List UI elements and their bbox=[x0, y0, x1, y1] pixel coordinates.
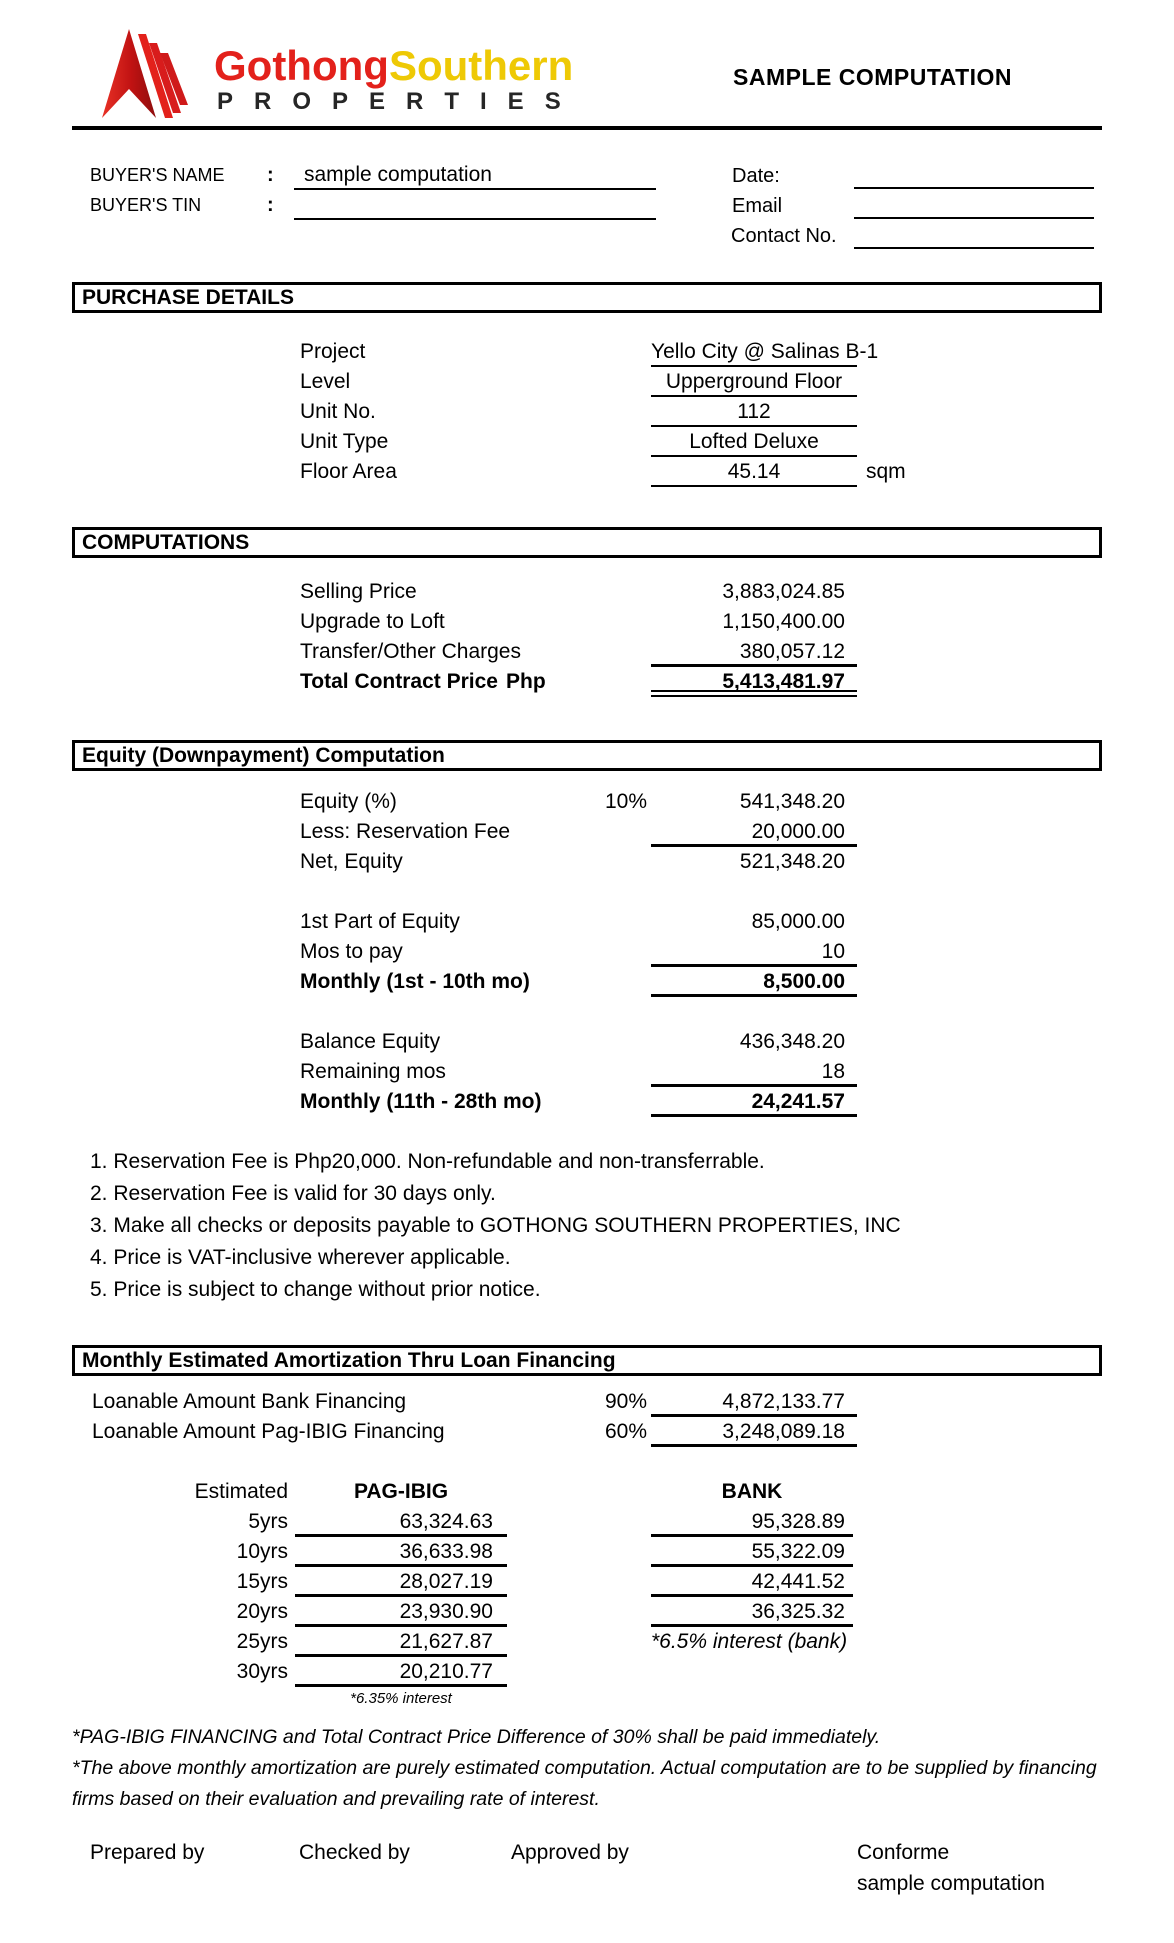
currency-label: Php bbox=[506, 670, 546, 693]
document-title: SAMPLE COMPUTATION bbox=[733, 64, 1013, 90]
pagibig-value: 20,210.77 bbox=[295, 1658, 507, 1687]
email-label: Email bbox=[732, 195, 783, 217]
row-value: 436,348.20 bbox=[739, 1030, 845, 1053]
row-label: Selling Price bbox=[300, 580, 417, 603]
computations-rows bbox=[0, 577, 1174, 697]
footnote-2: *The above monthly amortization are purely estimated computation. Actual computation are to be supplied by financing bbox=[72, 1757, 1097, 1779]
row-label: Total Contract Price bbox=[300, 670, 498, 693]
years-label: 15yrs bbox=[236, 1570, 288, 1593]
loanable-pagibig-row bbox=[0, 1417, 1174, 1447]
section-purchase-details: PURCHASE DETAILS bbox=[72, 282, 1102, 313]
equity-row-remaining-mos bbox=[0, 1057, 1174, 1087]
amortization-row-25yrs bbox=[0, 1627, 1174, 1657]
email-field bbox=[854, 189, 1094, 219]
row-value: 45.14 bbox=[651, 458, 857, 487]
row-value: 10 bbox=[651, 938, 857, 967]
row-value: 3,883,024.85 bbox=[722, 580, 845, 603]
equity-percent: 10% bbox=[604, 790, 647, 813]
amortization-row-15yrs bbox=[0, 1567, 1174, 1597]
years-label: 30yrs bbox=[236, 1660, 288, 1683]
buyers-tin-label: BUYER'S TIN bbox=[90, 195, 202, 215]
buyers-name-label: BUYER'S NAME bbox=[90, 165, 225, 185]
equity-group-1 bbox=[0, 787, 1174, 877]
buyers-tin-colon: : bbox=[267, 194, 274, 216]
row-value: 541,348.20 bbox=[739, 790, 845, 813]
reservation-notes bbox=[90, 1146, 901, 1306]
years-label: 25yrs bbox=[236, 1630, 288, 1653]
amortization-table bbox=[0, 1477, 1174, 1687]
floor-area-unit: sqm bbox=[866, 460, 906, 483]
column-header-bank: BANK bbox=[721, 1480, 783, 1503]
loanable-rows bbox=[0, 1387, 1174, 1447]
equity-row-first-part bbox=[0, 907, 1174, 937]
pagibig-value: 63,324.63 bbox=[295, 1508, 507, 1537]
row-label: 1st Part of Equity bbox=[300, 910, 460, 933]
purchase-row-level bbox=[0, 367, 1174, 397]
purchase-row-unit-type bbox=[0, 427, 1174, 457]
bank-value: 55,322.09 bbox=[651, 1538, 853, 1567]
years-label: 20yrs bbox=[236, 1600, 288, 1623]
gothong-southern-logo-icon bbox=[92, 26, 227, 126]
buyers-tin-field bbox=[294, 190, 656, 220]
pagibig-interest-note: *6.35% interest bbox=[350, 1690, 452, 1707]
footnote-3: firms based on their evaluation and prevailing rate of interest. bbox=[72, 1788, 600, 1810]
row-value: 24,241.57 bbox=[651, 1088, 857, 1117]
amortization-row-30yrs bbox=[0, 1657, 1174, 1687]
note-1: 1. Reservation Fee is Php20,000. Non-refundable and non-transferrable. bbox=[90, 1150, 765, 1173]
row-value: 521,348.20 bbox=[739, 850, 845, 873]
logo-text-gothong: Gothong bbox=[214, 42, 389, 89]
bank-value: 95,328.89 bbox=[651, 1508, 853, 1537]
equity-group-3 bbox=[0, 1027, 1174, 1117]
section-amortization: Monthly Estimated Amortization Thru Loan Financing bbox=[72, 1345, 1102, 1376]
computation-row-total-contract-price bbox=[0, 667, 1174, 697]
logo-wordmark bbox=[214, 42, 573, 90]
row-value: 1,150,400.00 bbox=[722, 610, 845, 633]
years-label: 5yrs bbox=[248, 1510, 288, 1533]
bank-value: 42,441.52 bbox=[651, 1568, 853, 1597]
column-header-pagibig: PAG-IBIG bbox=[353, 1480, 449, 1503]
loanable-bank-row bbox=[0, 1387, 1174, 1417]
row-label: Level bbox=[300, 370, 351, 393]
row-label: Unit No. bbox=[300, 400, 376, 423]
row-label: Monthly (11th - 28th mo) bbox=[300, 1090, 542, 1113]
contact-no-label: Contact No. bbox=[731, 225, 837, 247]
buyers-name-colon: : bbox=[267, 164, 274, 186]
row-label: Floor Area bbox=[300, 460, 397, 483]
equity-row-reservation-fee bbox=[0, 817, 1174, 847]
pagibig-value: 21,627.87 bbox=[295, 1628, 507, 1657]
row-value: 8,500.00 bbox=[651, 968, 857, 997]
row-label: Upgrade to Loft bbox=[300, 610, 445, 633]
row-value: 4,872,133.77 bbox=[651, 1388, 857, 1417]
row-label: Less: Reservation Fee bbox=[300, 820, 511, 843]
row-value: 85,000.00 bbox=[751, 910, 845, 933]
row-label: Balance Equity bbox=[300, 1030, 441, 1053]
computation-row-selling-price bbox=[0, 577, 1174, 607]
row-label: Transfer/Other Charges bbox=[300, 640, 521, 663]
computation-row-upgrade-loft bbox=[0, 607, 1174, 637]
row-label: Mos to pay bbox=[300, 940, 403, 963]
prepared-by-label: Prepared by bbox=[90, 1841, 205, 1864]
row-value: Lofted Deluxe bbox=[651, 428, 857, 457]
date-label: Date: bbox=[732, 165, 780, 187]
contact-no-field bbox=[854, 219, 1094, 249]
row-label: Remaining mos bbox=[300, 1060, 446, 1083]
note-5: 5. Price is subject to change without prior notice. bbox=[90, 1278, 541, 1301]
purchase-details-rows bbox=[0, 337, 1174, 487]
equity-group-2 bbox=[0, 907, 1174, 997]
date-field bbox=[854, 159, 1094, 189]
note-2: 2. Reservation Fee is valid for 30 days only. bbox=[90, 1182, 496, 1205]
pagibig-value: 36,633.98 bbox=[295, 1538, 507, 1567]
loanable-percent: 60% bbox=[604, 1420, 647, 1443]
row-label: Unit Type bbox=[300, 430, 389, 453]
row-value: Yello City @ Salinas B-1 bbox=[651, 338, 857, 367]
row-value: Upperground Floor bbox=[651, 368, 857, 397]
bank-value: 36,325.32 bbox=[651, 1598, 853, 1627]
pagibig-value: 28,027.19 bbox=[295, 1568, 507, 1597]
logo-text-southern: Southern bbox=[388, 42, 574, 89]
purchase-row-floor-area bbox=[0, 457, 1174, 487]
equity-row-mos-to-pay bbox=[0, 937, 1174, 967]
loanable-percent: 90% bbox=[604, 1390, 647, 1413]
checked-by-label: Checked by bbox=[299, 1841, 410, 1864]
row-value: 20,000.00 bbox=[651, 818, 857, 847]
purchase-row-project bbox=[0, 337, 1174, 367]
years-label: 10yrs bbox=[236, 1540, 288, 1563]
amortization-row-10yrs bbox=[0, 1537, 1174, 1567]
computation-row-transfer-charges bbox=[0, 637, 1174, 667]
equity-row-net-equity bbox=[0, 847, 1174, 877]
conforme-name: sample computation bbox=[857, 1872, 1045, 1895]
header-divider bbox=[72, 126, 1102, 130]
row-value: 380,057.12 bbox=[651, 638, 857, 667]
amortization-table-header bbox=[0, 1477, 1174, 1507]
row-label: Project bbox=[300, 340, 366, 363]
row-label: Monthly (1st - 10th mo) bbox=[300, 970, 530, 993]
footnote-1: *PAG-IBIG FINANCING and Total Contract Price Difference of 30% shall be paid immediately. bbox=[72, 1726, 881, 1748]
amortization-row-5yrs bbox=[0, 1507, 1174, 1537]
equity-row-monthly-1st-10th bbox=[0, 967, 1174, 997]
row-value: 3,248,089.18 bbox=[651, 1418, 857, 1447]
row-value: 18 bbox=[651, 1058, 857, 1087]
row-label: Loanable Amount Bank Financing bbox=[92, 1390, 407, 1413]
note-3: 3. Make all checks or deposits payable to GOTHONG SOUTHERN PROPERTIES, INC bbox=[90, 1214, 901, 1237]
equity-row-balance bbox=[0, 1027, 1174, 1057]
row-label: Equity (%) bbox=[300, 790, 397, 813]
note-4: 4. Price is VAT-inclusive wherever applicable. bbox=[90, 1246, 511, 1269]
purchase-row-unit-no bbox=[0, 397, 1174, 427]
equity-row-monthly-11th-28th bbox=[0, 1087, 1174, 1117]
buyers-name-field: sample computation bbox=[294, 160, 656, 190]
column-header-estimated: Estimated bbox=[194, 1480, 288, 1503]
equity-row-percent bbox=[0, 787, 1174, 817]
logo-text-properties: PROPERTIES bbox=[217, 88, 582, 115]
conforme-label: Conforme bbox=[857, 1841, 950, 1864]
amortization-footnotes bbox=[72, 1722, 1097, 1815]
bank-interest-note: *6.5% interest (bank) bbox=[651, 1630, 848, 1653]
amortization-row-20yrs bbox=[0, 1597, 1174, 1627]
section-computations: COMPUTATIONS bbox=[72, 527, 1102, 558]
row-label: Net, Equity bbox=[300, 850, 403, 873]
pagibig-value: 23,930.90 bbox=[295, 1598, 507, 1627]
row-value: 5,413,481.97 bbox=[651, 668, 857, 697]
row-value: 112 bbox=[651, 398, 857, 427]
row-label: Loanable Amount Pag-IBIG Financing bbox=[92, 1420, 445, 1443]
section-equity-computation: Equity (Downpayment) Computation bbox=[72, 740, 1102, 771]
approved-by-label: Approved by bbox=[511, 1841, 629, 1864]
